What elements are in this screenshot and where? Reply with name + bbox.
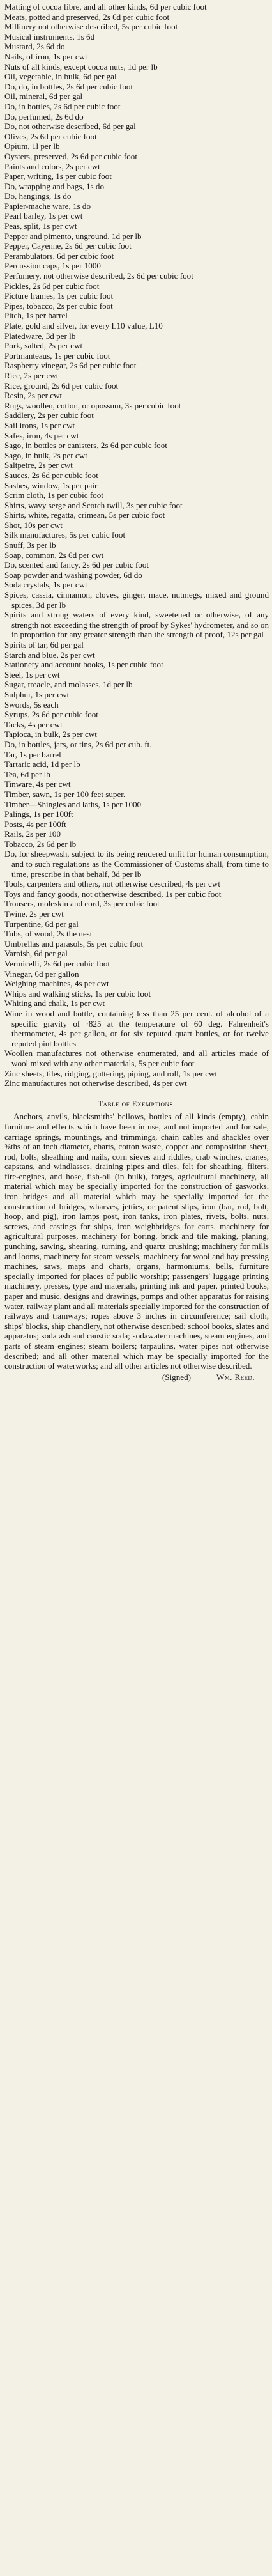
duty-entry: Swords, 5s each [4,699,59,710]
duty-entry: Pitch, 1s per barrel [4,311,68,321]
duty-entry: Scrim cloth, 1s per cubic foot [4,490,103,500]
duty-entry: Do, for sheepwash, subject to its being rendered unfit for human consumption, and to such regulations as the Commissioner of Customs shall, from time to time, prescribe in that behalf, 3d per lb [4,849,269,879]
duty-entry: Do, in bottles, jars, or tins, 2s 6d per cub. ft. [4,739,152,749]
duty-entry: Wine in wood and bottle, containing less than 25 per cent. of alcohol of a specific gravity of ·825 at the temperature of 60 deg. Fahrenheit's thermometer, 4s per gallon, or for six reputed quart bottles, or for twelve reputed pint bottles [4,1008,269,1048]
duty-entry: Pepper, Cayenne, 2s 6d per cubic foot [4,241,132,251]
duty-entry: Rice, 2s per cwt [4,370,59,380]
duty-entry: Zinc manufactures not otherwise described, 4s per cwt [4,1078,187,1089]
duty-entry: Spirits of tar, 6d per gal [4,640,84,649]
duty-entry: Twine, 2s per cwt [4,909,64,919]
duty-entry: Snuff, 3s per lb [4,540,56,550]
duty-entry: Peas, split, 1s per cwt [4,221,77,231]
duty-entry: Silk manufactures, 5s per cubic foot [4,530,126,540]
duty-entry: Palings, 1s per 100ft [4,809,73,819]
duty-entry: Pipes, tobacco, 2s per cubic foot [4,300,113,311]
duty-entry: Olives, 2s 6d per cubic foot [4,131,97,141]
duty-entry: Pearl barley, 1s per cwt [4,211,83,221]
duty-entry: Vermicelli, 2s 6d per cubic foot [4,959,110,968]
exemptions-heading: Table of Exemptions. [98,1099,176,1108]
duty-entry: Sago, in bulk, 2s per cwt [4,450,87,460]
duty-entry: Do, in bottles, 2s 6d per cubic foot [4,101,121,111]
duty-entry: Toys and fancy goods, not otherwise described, 1s per cubic foot [4,888,222,899]
duty-entry: Perambulators, 6d per cubic foot [4,251,114,261]
duty-entry: Paints and colors, 2s per cwt [4,161,100,171]
duty-entry: Oil, vegetable, in bulk, 6d per gal [4,72,117,82]
signatory-name: Wm. Reed. [216,1372,255,1382]
duty-entry: Spices, cassia, cinnamon, cloves, ginger, mace, nutmegs, mixed and ground spices, 3d per lb [4,590,269,610]
duty-entry: Saltpetre, 2s per cwt [4,460,73,470]
exemptions-paragraph: Anchors, anvils, blacksmiths' bellows, bottles of all kinds (empty), cabin furniture and effects which have been in use, and not imported and for sale, carriage springs, mountings, and trimmings, chain cables and shackles over ⅝ths of an inch diameter, charts, cotton waste, copper and composition sheet, rod, bolts, sheathing and nails, corn sieves and riddles, crab winches, cranes, capstans, and windlasses, draining pipes and tiles, felt for sheathing, filters, fire-engines, and hose, fish-oil (in bulk), forges, agricultural machinery, all material which may be specially imported for the construction of gasworks, iron bridges and all material which may be specially imported for the construction of bridges, wharves, jetties, or patent slips, iron (bar, rod, bolt, hoop, and pig), iron lamps post, iron tanks, iron plates, rivets, bolts, nuts, screws, and castings for ships, iron weighbridges for carts, machinery for agricultural purposes, machinery for boring, brick and tile making, planing, punching, sawing, shearing, turning, and quartz crushing; machinery for mills and looms, machinery for steam vessels, machinery for wool and hay pressing machines, saws, maps and charts, organs, harmoniums, bells, furniture specially imported for places of public worship; passengers' luggage printing machinery, presses, type and materials, printing ink and paper, printed books, paper and music, designs and drawings, pumps and other apparatus for raising water, railway plant and all materials specially imported for the construction of railways and tramways; ropes above 3 inches in circumference; sail cloth, ships' blocks, ship chandlery, not otherwise described; school books, slates and apparatus; soda ash and caustic soda; sodawater machines, steam engines, and parts of steam engines; steam boilers; tarpaulins, water pipes not otherwise described; and all other material which may be specially imported for the construction of waterworks; and all other articles not otherwise described. [4,1112,269,1371]
duty-entry: Nails, of iron, 1s per cwt [4,51,87,61]
duty-entry: Safes, iron, 4s per cwt [4,430,79,440]
duty-entry: Opium, 1l per lb [4,141,60,151]
duty-entry: Rails, 2s per 100 [4,829,61,839]
duty-entry: Stationery and account books, 1s per cubic foot [4,660,163,670]
duty-entry: Weighing machines, 4s per cwt [4,979,109,989]
duty-entry: Picture frames, 1s per cubic foot [4,291,114,301]
duty-entry: Whips and walking sticks, 1s per cubic foot [4,988,151,998]
duty-entry: Trousers, moleskin and cord, 3s per cubic foot [4,899,160,909]
duty-entry: Syrups, 2s 6d per cubic foot [4,710,98,720]
duty-entry: Meats, potted and preserved, 2s 6d per cubic foot [4,12,170,22]
duty-entry: Turpentine, 6d per gal [4,919,79,929]
duty-entry: Raspberry vinegar, 2s 6d per cubic foot [4,361,137,371]
duty-entry: Mustard, 2s 6d do [4,42,65,52]
duty-entry: Oil, mineral, 6d per gal [4,91,83,102]
duty-entry: Zinc sheets, tiles, ridging, guttering, piping, and roll, 1s per cwt [4,1068,218,1078]
duty-entry: Shot, 10s per cwt [4,520,63,530]
duty-entry: Papier-mache ware, 1s do [4,201,91,211]
duty-entry: Whiting and chalk, 1s per cwt [4,998,105,1009]
duty-entry: Oysters, preserved, 2s 6d per cubic foot [4,151,137,161]
duty-entry: Sulphur, 1s per cwt [4,689,70,699]
duty-entry: Tobacco, 2s 6d per lb [4,839,77,849]
duty-entry: Spirits and strong waters of every kind, sweetened or otherwise, of any strength not exceeding the strength of proof by Sykes' hydrometer, and so on in proportion for any greater strength than the strength of proof, 12s per gal [4,610,269,640]
duty-entry: Rugs, woollen, cotton, or opossum, 3s per cubic foot [4,400,181,410]
duty-entry: Timber, sawn, 1s per 100 feet super. [4,789,126,799]
duty-entry: Shirts, white, regatta, crimean, 5s per cubic foot [4,510,165,520]
duty-entry: Pepper and pimento, unground, 1d per lb [4,231,142,241]
duty-entry: Tubs, of wood, 2s the nest [4,929,93,939]
duty-entry: Do, do, in bottles, 2s 6d per cubic foot [4,81,133,91]
duty-entry: Tartaric acid, 1d per lb [4,759,80,770]
duty-entry: Posts, 4s per 100ft [4,819,66,829]
duty-entry: Millinery not otherwise described, 5s per cubic foot [4,22,178,32]
duty-entry: Do, scented and fancy, 2s 6d per cubic foot [4,560,149,570]
duty-entry: Perfumery, not otherwise described, 2s 6d per cubic foot [4,271,193,281]
duty-entry: Pickles, 2s 6d per cubic foot [4,281,100,291]
duty-entry: Do, hangings, 1s do [4,191,72,201]
duty-entry: Shirts, wavy serge and Scotch twill, 3s per cubic foot [4,500,183,510]
duty-entry: Soda crystals, 1s per cwt [4,580,87,590]
duty-entry: Tinware, 4s per cwt [4,779,71,789]
duty-entry: Platedware, 3d per lb [4,330,76,341]
signature-line [4,1372,269,1383]
duty-entry: Resin, 2s per cwt [4,391,63,401]
duty-entry: Do, perfumed, 2s 6d do [4,111,84,121]
duty-entry: Soap, common, 2s 6d per cwt [4,550,104,560]
duty-entry: Portmanteaus, 1s per cubic foot [4,350,110,361]
duty-entry: Woollen manufactures not otherwise enumerated, and all articles made of wool mixed with any other materials, 5s per cubic foot [4,1048,269,1068]
duty-entry: Plate, gold and silver, for every L10 value, L10 [4,321,163,330]
signed-label: (Signed) [162,1372,191,1382]
duty-entry: Umbrellas and parasols, 5s per cubic foot [4,938,144,949]
duty-entry: Tea, 6d per lb [4,769,50,779]
duty-entry: Tar, 1s per barrel [4,749,61,759]
duty-entry: Sago, in bottles or canisters, 2s 6d per cubic foot [4,440,167,451]
duty-entry: Sail irons, 1s per cwt [4,420,75,430]
duty-entry: Timber—Shingles and laths, 1s per 1000 [4,799,142,809]
duty-entry: Tapioca, in bulk, 2s per cwt [4,729,97,740]
duty-entry: Sugar, treacle, and molasses, 1d per lb [4,679,133,690]
duty-entry: Sashes, window, 1s per pair [4,480,98,490]
duty-entry: Paper, writing, 1s per cubic foot [4,171,112,182]
duty-entry: Sauces, 2s 6d per cubic foot [4,470,98,480]
duty-entry: Percussion caps, 1s per 1000 [4,261,101,271]
duty-entry: Do, wrapping and bags, 1s do [4,181,105,191]
duty-entry: Pork, salted, 2s per cwt [4,341,83,351]
duty-entry: Starch and blue, 2s per cwt [4,649,95,660]
duty-entry: Soap powder and washing powder, 6d do [4,570,142,580]
duty-entry: Vinegar, 6d per gallon [4,968,79,979]
duty-entry: Tools, carpenters and others, not otherwise described, 4s per cwt [4,879,220,889]
duty-entry: Tacks, 4s per cwt [4,719,63,729]
duty-entry: Varnish, 6d per gal [4,949,68,959]
duty-entries-list [4,2,269,1089]
duty-entry: Matting of cocoa fibre, and all other kinds, 6d per cubic foot [4,2,207,12]
duty-entry: Rice, ground, 2s 6d per cubic foot [4,380,119,391]
duty-entry: Steel, 1s per cwt [4,669,60,679]
duty-entry: Nuts of all kinds, except cocoa nuts, 1d per lb [4,61,158,72]
duty-entry: Saddlery, 2s per cubic foot [4,410,94,421]
duty-entry: Do, not otherwise described, 6d per gal [4,121,136,132]
duty-entry: Musical instruments, 1s 6d [4,31,95,42]
